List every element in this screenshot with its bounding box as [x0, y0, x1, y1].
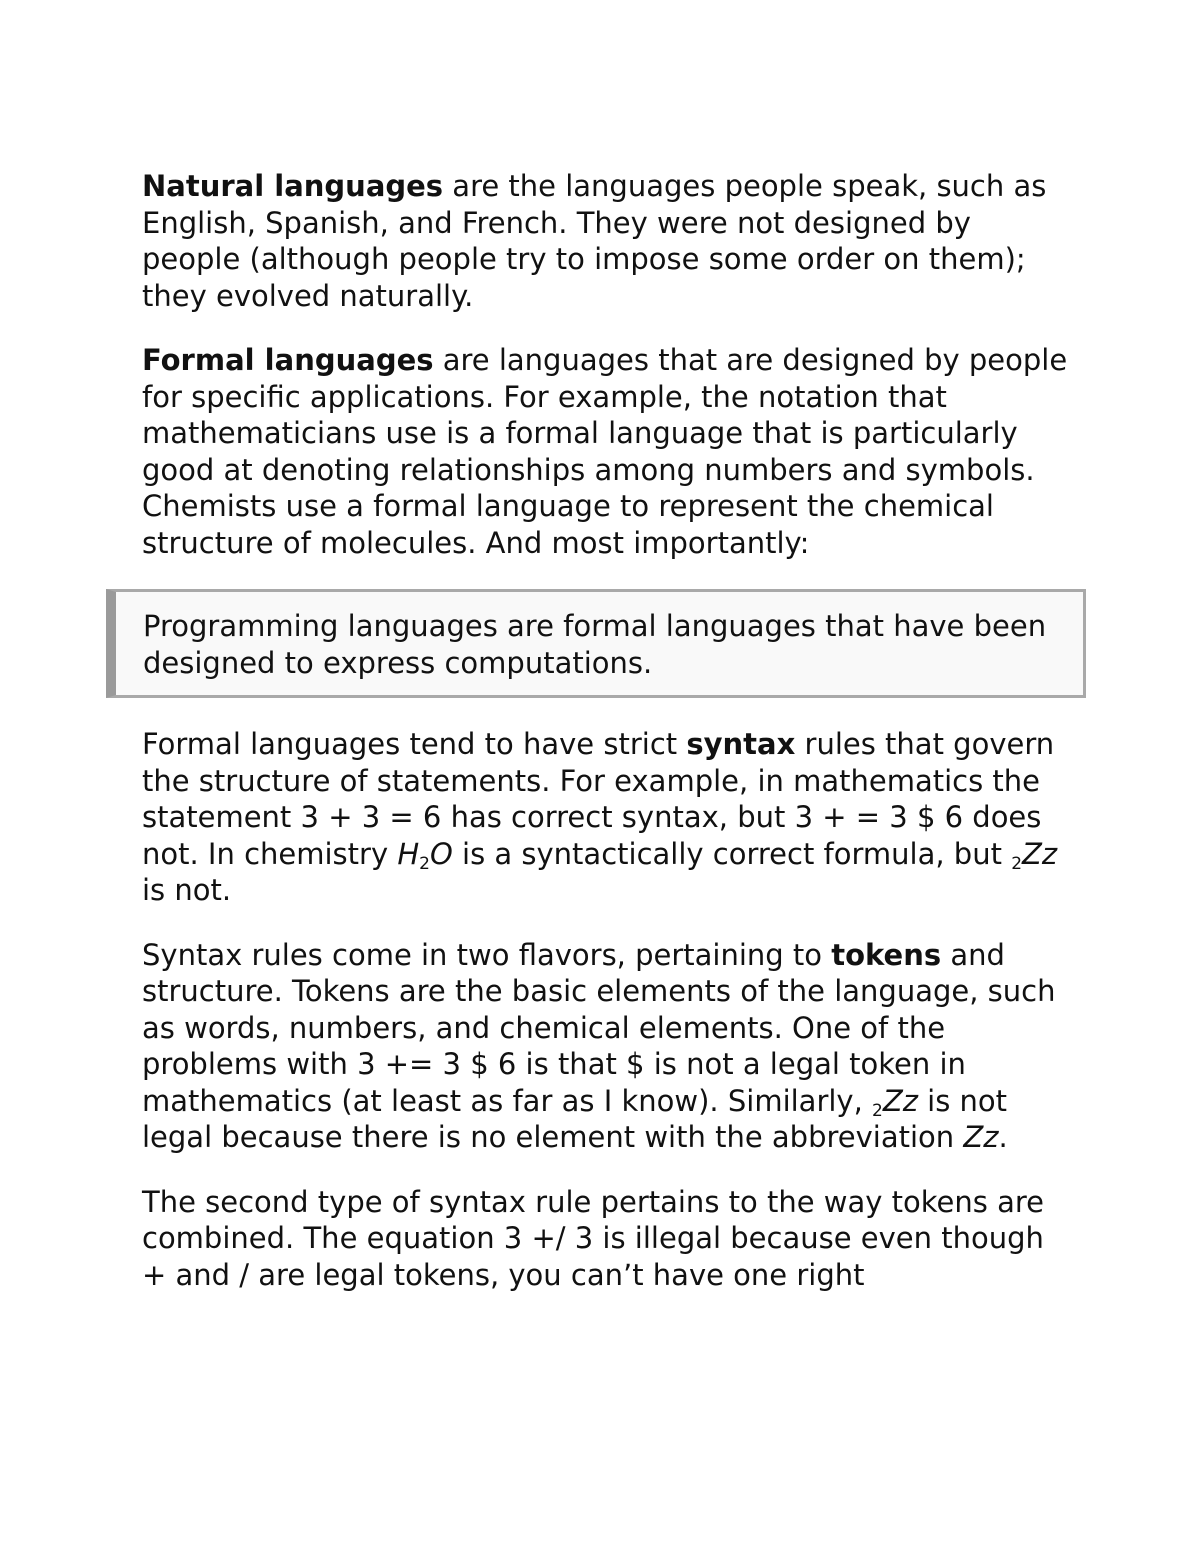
formula-h: H — [397, 836, 420, 871]
formula-zz: Zz — [882, 1083, 918, 1118]
term-tokens: tokens — [831, 937, 942, 972]
paragraph-structure — [142, 1184, 1072, 1294]
paragraph-text: are languages that are designed by people for specific applications. For example, the notation that mathematicians use is a formal language that is particularly good at denoting relationships among numbers and symbols. Chemists use a formal language to represent the chemical structure of molecules. And most importantly: — [142, 343, 1068, 560]
paragraph-text: and structure. Tokens are the basic elements of the language, such as words, numbers, and chemical elements. One of the problems with 3 += 3 $ 6 is that $ is not a legal token in mathematics (at least as far as I know). Similarly, — [142, 937, 1056, 1118]
formula-subscript: 2 — [872, 1100, 883, 1121]
paragraph-text: The second type of syntax rule pertains to the way tokens are combined. The equation 3 +/ 3 is illegal because even though + and / are legal tokens, you can’t have one right — [142, 1184, 1044, 1292]
term-syntax: syntax — [686, 727, 796, 761]
formula-o: O — [429, 836, 453, 871]
paragraph-formal-languages — [142, 342, 1072, 561]
term-natural-languages: Natural languages — [142, 169, 444, 203]
formula-zz: Zz — [963, 1120, 999, 1154]
callout-text: Programming languages are formal languages that have been designed to express computations. — [143, 609, 1047, 680]
paragraph-text: rules that govern the structure of statements. For example, in mathematics the statement 3 + 3 = 6 has correct syntax, but 3 + = 3 $ 6 does not. In chemistry — [142, 727, 1055, 871]
callout-box — [106, 589, 1086, 698]
paragraph-syntax — [142, 726, 1072, 909]
document-page — [142, 168, 1072, 1321]
paragraph-natural-languages — [142, 168, 1072, 314]
paragraph-text: is not. — [142, 873, 232, 907]
paragraph-text: is a syntactically correct formula, but — [452, 836, 1012, 871]
paragraph-tokens — [142, 937, 1072, 1156]
formula-subscript: 2 — [1011, 853, 1023, 874]
paragraph-text: is not legal because there is no element with the abbreviation — [142, 1083, 1008, 1154]
formula-zz: Zz — [1022, 836, 1058, 871]
paragraph-text: are the languages people speak, such as English, Spanish, and French. They were not designed by people (although people try to impose some order on them); they evolved naturally. — [142, 169, 1047, 313]
paragraph-text: Formal languages tend to have strict — [142, 727, 687, 761]
paragraph-text: . — [998, 1120, 1008, 1154]
formula-subscript: 2 — [419, 853, 430, 874]
paragraph-text: Syntax rules come in two flavors, pertaining to — [142, 937, 832, 972]
term-formal-languages: Formal languages — [142, 343, 434, 377]
